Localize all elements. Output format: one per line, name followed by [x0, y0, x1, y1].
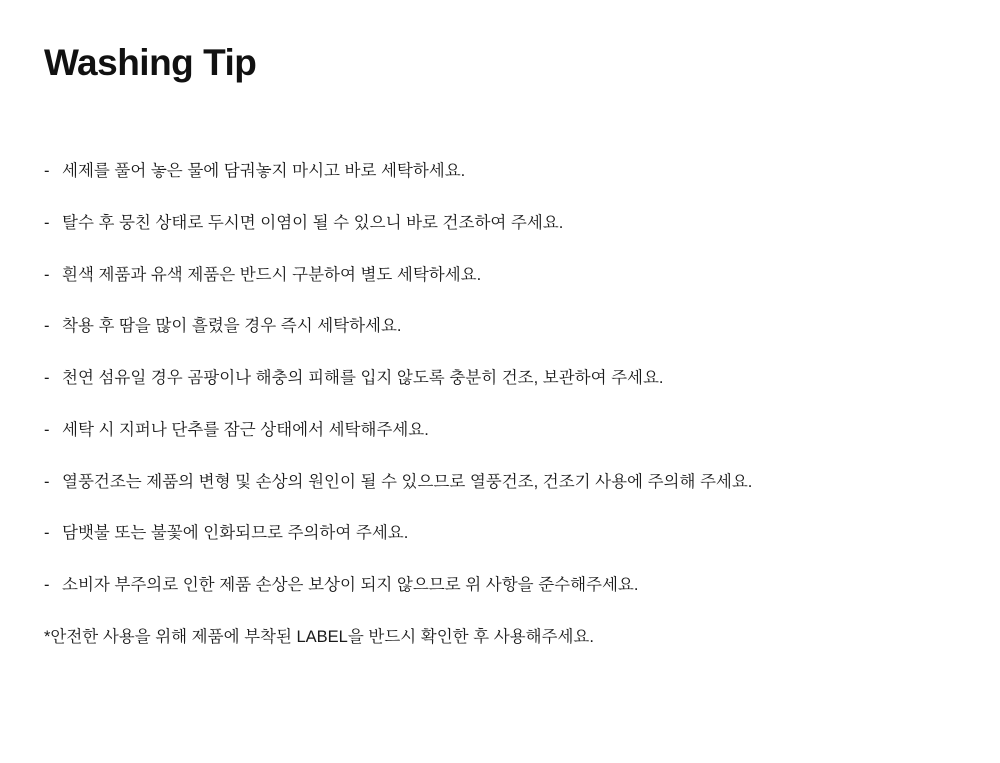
list-bullet-dash: -	[44, 472, 50, 491]
washing-tip-list	[44, 160, 956, 596]
list-item-text: 천연 섬유일 경우 곰팡이나 해충의 피해를 입지 않도록 충분히 건조, 보관하여 주세요.	[62, 369, 664, 388]
list-bullet-dash: -	[44, 213, 50, 232]
list-item-text: 세탁 시 지퍼나 단추를 잠근 상태에서 세탁해주세요.	[62, 420, 429, 439]
list-item-text: 담뱃불 또는 불꽃에 인화되므로 주의하여 주세요.	[62, 524, 409, 543]
list-item	[44, 264, 956, 286]
list-item	[44, 419, 956, 441]
list-item	[44, 212, 956, 234]
list-item-text: 착용 후 땀을 많이 흘렸을 경우 즉시 세탁하세요.	[62, 317, 402, 336]
list-bullet-dash: -	[44, 317, 50, 336]
list-bullet-dash: -	[44, 576, 50, 595]
list-bullet-dash: -	[44, 524, 50, 543]
list-bullet-dash: -	[44, 369, 50, 388]
list-item	[44, 315, 956, 337]
list-item	[44, 367, 956, 389]
list-item-text: 세제를 풀어 놓은 물에 담궈놓지 마시고 바로 세탁하세요.	[62, 162, 466, 180]
list-item-text: 흰색 제품과 유색 제품은 반드시 구분하여 별도 세탁하세요.	[62, 265, 482, 284]
page-title: Washing Tip	[44, 42, 257, 83]
list-item-text: 열풍건조는 제품의 변형 및 손상의 원인이 될 수 있으므로 열풍건조, 건조기 사용에 주의해 주세요.	[62, 472, 753, 491]
list-item	[44, 160, 956, 182]
list-item	[44, 471, 956, 493]
list-bullet-dash: -	[44, 162, 50, 180]
list-item	[44, 574, 956, 596]
list-bullet-dash: -	[44, 420, 50, 439]
list-item-text: 탈수 후 뭉친 상태로 두시면 이염이 될 수 있으니 바로 건조하여 주세요.	[62, 213, 564, 232]
list-item-text: 소비자 부주의로 인한 제품 손상은 보상이 되지 않으므로 위 사항을 준수해주세요.	[62, 576, 639, 595]
list-bullet-dash: -	[44, 265, 50, 284]
list-item	[44, 522, 956, 544]
footnote-text: *안전한 사용을 위해 제품에 부착된 LABEL을 반드시 확인한 후 사용해주세요.	[44, 627, 594, 646]
